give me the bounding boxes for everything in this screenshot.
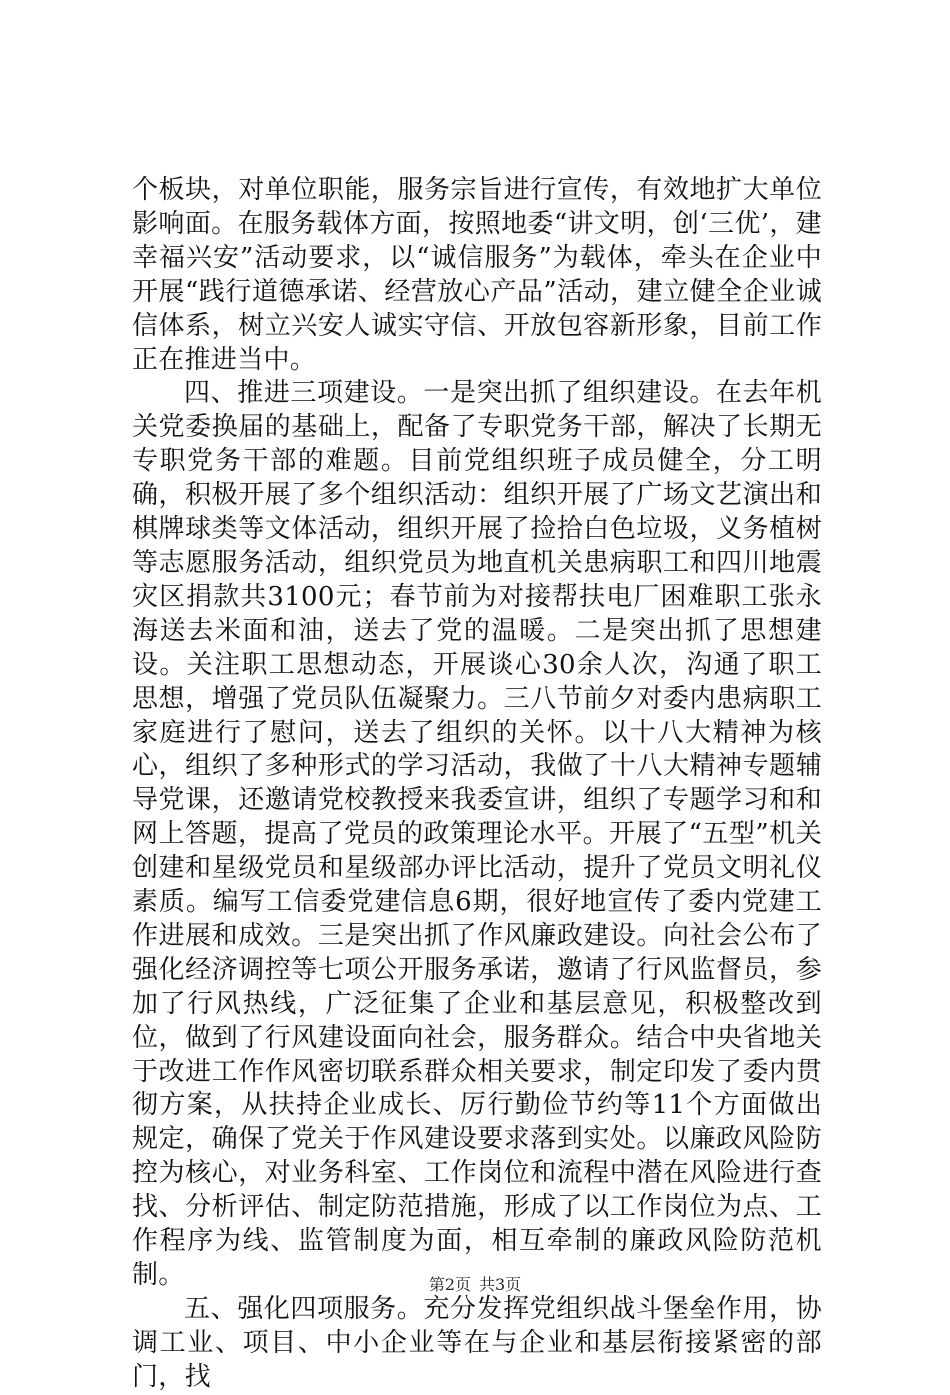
page-total: 共3页	[479, 1275, 522, 1294]
page-number: 第2页	[428, 1275, 471, 1294]
document-body	[132, 174, 822, 1395]
paragraph-continuation: 个板块，对单位职能，服务宗旨进行宣传，有效地扩大单位影响面。在服务载体方面，按照地委“讲文明，创‘三优’，建幸福兴安”活动要求，以“诚信服务”为载体，牵头在企业中开展“践行道德承诺、经营放心产品”活动，建立健全企业诚信体系，树立兴安人诚实守信、开放包容新形象，目前工作正在推进当中。	[132, 175, 822, 375]
paragraph-section-four: 四、推进三项建设。一是突出抓了组织建设。在去年机关党委换届的基础上，配备了专职党务干部，解决了长期无专职党务干部的难题。目前党组织班子成员健全，分工明确，积极开展了多个组织活动：组织开展了广场文艺演出和棋牌球类等文体活动，组织开展了捡拾白色垃圾，义务植树等志愿服务活动，组织党员为地直机关患病职工和四川地震灾区捐款共3100元；春节前为对接帮扶电厂困难职工张永海送去米面和油，送去了党的温暖。二是突出抓了思想建设。关注职工思想动态，开展谈心30余人次，沟通了职工思想，增强了党员队伍凝聚力。三八节前夕对委内患病职工家庭进行了慰问，送去了组织的关怀。以十八大精神为核心，组织了多种形式的学习活动，我做了十八大精神专题辅导党课，还邀请党校教授来我委宣讲，组织了专题学习和和网上答题，提高了党员的政策理论水平。开展了“五型”机关创建和星级党员和星级部办评比活动，提升了党员文明礼仪素质。编写工信委党建信息6期，很好地宣传了委内党建工作进展和成效。三是突出抓了作风廉政建设。向社会公布了强化经济调控等七项公开服务承诺，邀请了行风监督员，参加了行风热线，广泛征集了企业和基层意见，积极整改到位，做到了行风建设面向社会，服务群众。结合中央省地关于改进工作作风密切联系群众相关要求，制定印发了委内贯彻方案，从扶持企业成长、厉行勤俭节约等11个方面做出规定，确保了党关于作风建设要求落到实处。以廉政风险防控为核心，对业务科室、工作岗位和流程中潜在风险进行查找、分析评估、制定防范措施，形成了以工作岗位为点、工作程序为线、监管制度为面，相互牵制的廉政风险防范机制。	[132, 378, 822, 1290]
page-footer	[0, 1272, 950, 1295]
paragraph-section-five: 五、强化四项服务。充分发挥党组织战斗堡垒作用，协调工业、项目、中小企业等在与企业和基层衔接紧密的部门，找	[132, 1293, 822, 1392]
